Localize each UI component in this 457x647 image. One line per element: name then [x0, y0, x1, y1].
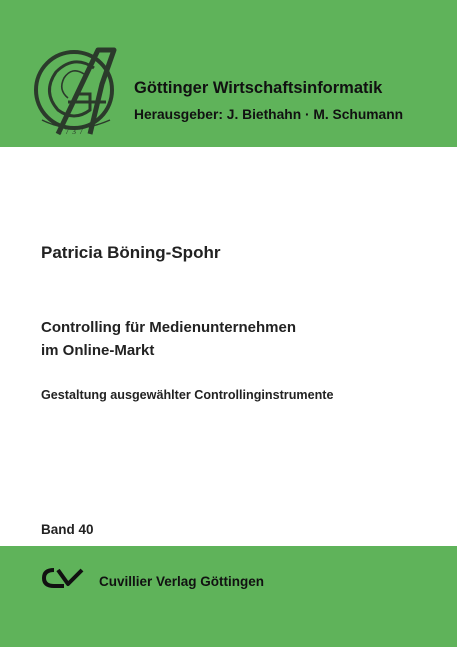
book-title [41, 316, 296, 362]
logo-year: 1737 [58, 127, 86, 136]
author-name: Patricia Böning-Spohr [41, 243, 221, 262]
georgia-augusta-monogram-icon [28, 44, 128, 140]
book-title-line: im Online-Markt [41, 342, 155, 359]
series-editors: Herausgeber: J. Biethahn · M. Schumann [134, 107, 404, 122]
book-title-line: Controlling für Medienunternehmen [41, 319, 296, 336]
volume-number: Band 40 [41, 522, 94, 537]
book-subtitle: Gestaltung ausgewählter Controllinginstrumente [41, 388, 334, 402]
footer-band [0, 546, 457, 647]
publisher-name: Cuvillier Verlag Göttingen [99, 574, 265, 589]
cuvillier-cv-icon [40, 566, 88, 590]
series-title: Göttinger Wirtschaftsinformatik [134, 79, 383, 97]
